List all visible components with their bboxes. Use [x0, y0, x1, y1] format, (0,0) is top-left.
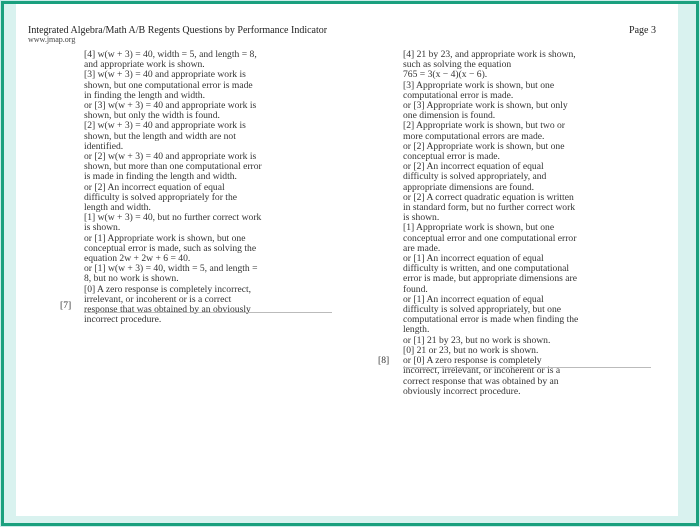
rubric-line: identified.: [84, 140, 124, 152]
rubric-line: in standard form, but no further correct work: [403, 202, 576, 214]
rubric-line: [0] 21 or 23, but no work is shown.: [403, 344, 539, 356]
rubric-line: computational error is made when finding the: [403, 314, 579, 326]
rubric-line: appropriate dimensions are found.: [403, 181, 535, 193]
question-number-7: [7]: [60, 300, 72, 311]
page-number: Page 3: [629, 25, 656, 36]
rubric-line: conceptual error is made, such as solving the: [84, 242, 257, 254]
rubric-line: conceptual error is made.: [403, 151, 500, 163]
rubric-line: is shown.: [84, 222, 121, 234]
rubric-line: [4] w(w + 3) = 40, width = 5, and length = 8,: [84, 49, 257, 60]
rubric-column-left: [84, 50, 262, 325]
rubric-line: found.: [403, 283, 428, 295]
rubric-line: error is made, but appropriate dimensions are: [403, 273, 577, 285]
rubric-line: [2] w(w + 3) = 40 and appropriate work is: [84, 120, 246, 132]
rubric-line: [1] w(w + 3) = 40, but no further correct work: [84, 212, 262, 224]
rubric-line: or [2] An incorrect equation of equal: [403, 161, 544, 173]
rubric-line: [2] Appropriate work is shown, but two or: [403, 120, 566, 132]
rubric-line: computational error is made.: [403, 89, 514, 101]
answer-rule-right: [403, 367, 651, 368]
question-number-8: [8]: [378, 355, 390, 366]
rubric-line: shown, but the length and width are not: [84, 130, 236, 142]
rubric-line: length.: [403, 324, 430, 336]
document-title: Integrated Algebra/Math A/B Regents Questions by Performance Indicator: [28, 25, 328, 36]
rubric-line: more computational errors are made.: [403, 130, 545, 142]
rubric-line: [4] 21 by 23, and appropriate work is shown,: [403, 49, 576, 60]
rubric-line: is shown.: [403, 212, 440, 224]
rubric-line: obviously incorrect procedure.: [403, 385, 521, 397]
rubric-line: [3] w(w + 3) = 40 and appropriate work is: [84, 69, 246, 81]
rubric-line: 765 = 3(x − 4)(x − 6).: [403, 69, 488, 81]
rubric-line: or [2] Appropriate work is shown, but one: [403, 140, 565, 152]
rubric-line: incorrect, irrelevant, or incoherent or is a: [403, 365, 561, 377]
rubric-line: or [0] A zero response is completely: [403, 355, 542, 367]
rubric-line: difficulty is solved appropriately for the: [84, 191, 238, 203]
rubric-line: or [1] w(w + 3) = 40, width = 5, and length =: [84, 263, 258, 275]
rubric-line: incorrect procedure.: [84, 314, 162, 326]
rubric-line: or [1] 21 by 23, but no work is shown.: [403, 334, 551, 346]
rubric-line: equation 2w + 2w + 6 = 40.: [84, 253, 191, 265]
rubric-line: difficulty is solved appropriately, but one: [403, 304, 561, 316]
rubric-line: conceptual error and one computational error: [403, 232, 577, 244]
rubric-line: or [2] w(w + 3) = 40 and appropriate work is: [84, 151, 257, 163]
rubric-line: shown, but more than one computational error: [84, 161, 262, 173]
rubric-line: or [3] Appropriate work is shown, but only: [403, 100, 568, 112]
rubric-line: such as solving the equation: [403, 59, 512, 71]
rubric-line: or [2] A correct quadratic equation is written: [403, 191, 574, 203]
answer-rule-left: [84, 312, 332, 313]
rubric-line: or [3] w(w + 3) = 40 and appropriate work is: [84, 100, 257, 112]
rubric-line: irrelevant, or incoherent or is a correct: [84, 293, 232, 305]
rubric-line: or [1] An incorrect equation of equal: [403, 253, 544, 265]
rubric-line: shown, but one computational error is made: [84, 79, 253, 91]
rubric-line: 8, but no work is shown.: [84, 273, 179, 285]
rubric-line: in finding the length and width.: [84, 89, 205, 101]
site-url: www.jmap.org: [28, 35, 76, 44]
rubric-line: [1] Appropriate work is shown, but one: [403, 222, 555, 234]
rubric-line: or [1] An incorrect equation of equal: [403, 293, 544, 305]
rubric-line: difficulty is solved appropriately, and: [403, 171, 547, 183]
rubric-column-right: [403, 50, 578, 397]
rubric-line: is made in finding the length and width.: [84, 171, 237, 183]
rubric-line: and appropriate work is shown.: [84, 59, 205, 71]
rubric-line: or [2] An incorrect equation of equal: [84, 181, 225, 193]
rubric-line: length and width.: [84, 202, 151, 214]
rubric-line: correct response that was obtained by an: [403, 375, 559, 387]
rubric-line: are made.: [403, 242, 441, 254]
rubric-line: response that was obtained by an obviously: [84, 304, 251, 316]
rubric-line: difficulty is written, and one computational: [403, 263, 570, 275]
rubric-line: or [1] Appropriate work is shown, but one: [84, 232, 246, 244]
rubric-line: shown, but only the width is found.: [84, 110, 220, 122]
rubric-line: [0] A zero response is completely incorrect,: [84, 283, 252, 295]
rubric-line: [3] Appropriate work is shown, but one: [403, 79, 555, 91]
rubric-line: one dimension is found.: [403, 110, 496, 122]
